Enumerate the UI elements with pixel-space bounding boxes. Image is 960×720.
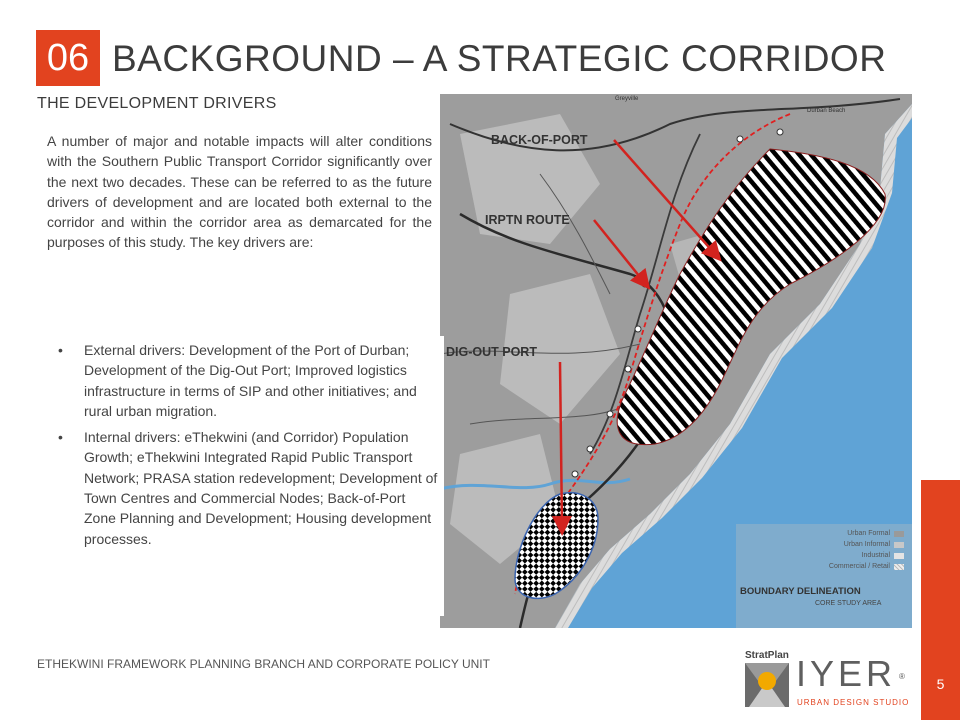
bullet-text: External drivers: Development of the Port of Durban; Development of the Dig-Out Port; Improved logistics infrastructure in terms of SIP and other initiatives; and rural urban migration. — [84, 342, 417, 419]
legend-label: Industrial — [861, 552, 890, 559]
legend-label: Commercial / Retail — [828, 563, 890, 570]
station-marker — [572, 471, 578, 477]
intro-paragraph: A number of major and notable impacts will alter conditions with the Southern Public Transport Corridor significantly over the next two decades. These can be referred to as the future drivers of development and are located both external to the corridor and within the corridor area as demarcated for the purposes of this study. The key drivers are: — [47, 133, 432, 251]
slide-title: BACKGROUND – A STRATEGIC CORRIDOR — [112, 38, 887, 79]
legend-title: BOUNDARY DELINEATION — [740, 586, 861, 597]
legend-swatch — [894, 564, 904, 570]
stratplan-logo-icon — [745, 663, 789, 707]
place-name-durban-beach: Durban Beach — [807, 108, 846, 114]
footer-text: ETHEKWINI FRAMEWORK PLANNING BRANCH AND CORPORATE POLICY UNIT — [37, 657, 490, 671]
legend-swatch — [894, 531, 904, 537]
legend-item — [792, 561, 904, 572]
station-marker — [625, 366, 631, 372]
station-marker — [587, 446, 593, 452]
dig-out-port-label: DIG-OUT PORT — [446, 345, 537, 359]
list-item — [58, 340, 438, 421]
bullet-text: Internal drivers: eThekwini (and Corridor) Population Growth; eThekwini Integrated Rapid Public Transport Network; PRASA station redevelopment; Development of Town Centres and Commercial Nodes; Back-of-Port Zone Planning and Development; Housing development processes. — [84, 429, 438, 547]
iyer-registered-mark: ® — [899, 672, 905, 681]
station-marker — [737, 136, 743, 142]
page-number: 5 — [936, 676, 945, 692]
list-item — [58, 427, 438, 549]
place-name-greyville: Greyville — [615, 96, 639, 102]
legend-swatch — [894, 553, 904, 559]
station-marker — [607, 411, 613, 417]
legend-swatch — [894, 542, 904, 548]
bullet-icon: • — [58, 429, 63, 446]
back-of-port-label: BACK-OF-PORT — [491, 133, 588, 147]
legend-label: Urban Formal — [847, 530, 890, 537]
map-legend — [792, 528, 904, 572]
bullet-icon: • — [58, 342, 63, 358]
section-number: 06 — [36, 30, 100, 86]
station-marker — [777, 129, 783, 135]
legend-item — [792, 550, 904, 561]
stratplan-logo-text: StratPlan — [745, 650, 789, 661]
legend-subtitle: CORE STUDY AREA — [815, 600, 882, 607]
iyer-logo-subtitle: URBAN DESIGN STUDIO — [797, 698, 910, 707]
station-marker — [635, 326, 641, 332]
legend-item — [792, 539, 904, 550]
slide-subtitle: THE DEVELOPMENT DRIVERS — [37, 95, 277, 112]
legend-label: Urban Informal — [843, 541, 890, 548]
legend-item — [792, 528, 904, 539]
irptn-route-label: IRPTN ROUTE — [485, 213, 570, 227]
iyer-logo-text: IYER — [796, 653, 897, 694]
driver-bullet-list — [58, 340, 438, 555]
